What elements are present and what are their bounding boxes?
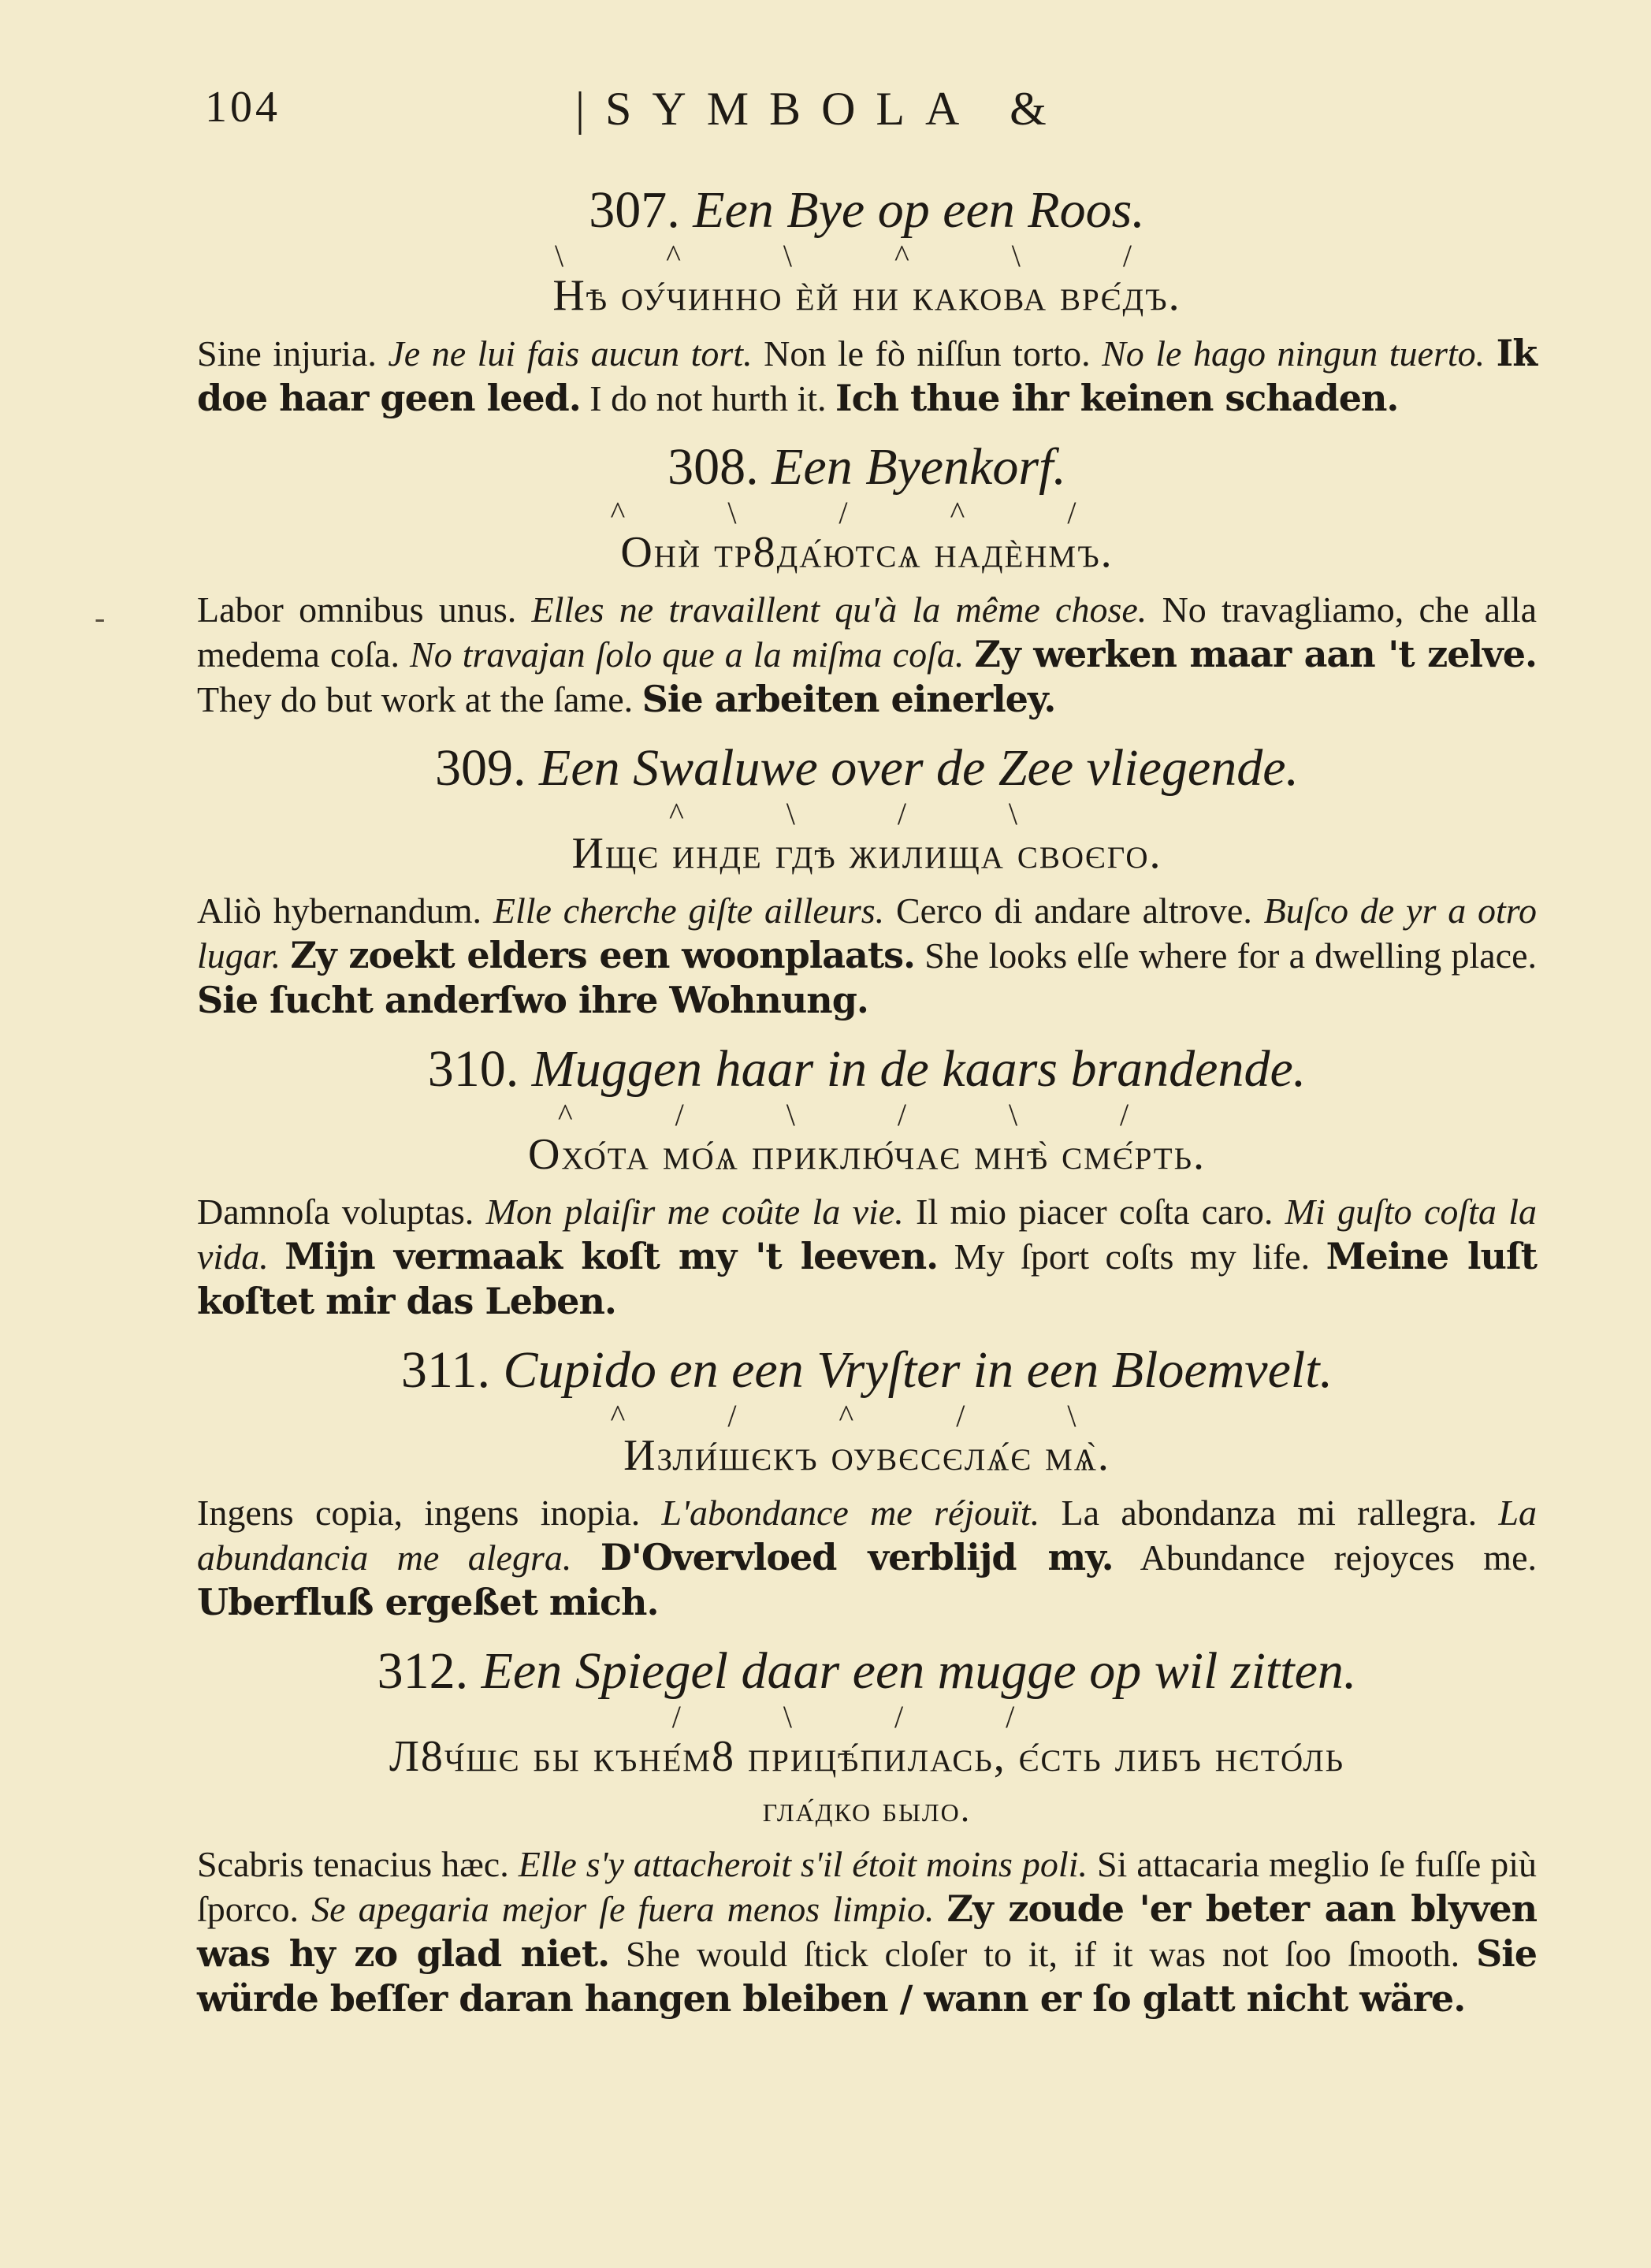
page-number: 104 <box>205 83 281 132</box>
translation: Abundance rejoyces me. <box>1140 1537 1537 1578</box>
page-body <box>197 180 1537 2032</box>
translation: My ſport coſts my life. <box>954 1236 1311 1277</box>
translation: Sie arbeiten einerley. <box>641 678 1056 720</box>
translation: Sine injuria. <box>197 333 377 374</box>
emblem-entry <box>197 437 1537 722</box>
translation: I do not hurth it. <box>589 378 827 418</box>
entry-title <box>197 1340 1537 1401</box>
translation: Uberfluß ergeßet mich. <box>197 1581 659 1623</box>
translation: Il mio piacer coſta caro. <box>916 1192 1274 1232</box>
entry-title-text: Een Spiegel daar een mugge op wil zitten. <box>481 1642 1357 1700</box>
translation: Zy werken maar aan 't zelve. <box>974 633 1537 675</box>
translation: Aliò hybernandum. <box>197 890 482 931</box>
accent-marks: ^ \ / ^ / <box>610 495 1124 530</box>
slavonic-line-2: гла́дко было. <box>762 1789 972 1829</box>
translation: Si attacaria meglio ſe fuſſe più ſporco. <box>197 1844 1538 1929</box>
slavonic-line: Л8ч́шє бы къне́м8 прицѣ́пилась, є́сть либъ нєто́ль <box>389 1732 1345 1781</box>
translation: Sie würde beſſer daran hangen bleiben / wann er ſo glatt nicht wäre. <box>197 1932 1538 2020</box>
translation: L'abondance me réjouït. <box>661 1493 1040 1533</box>
emblem-entry <box>197 180 1537 421</box>
translation: Elle s'y attacheroit s'il étoit moins poli. <box>518 1844 1088 1884</box>
translations-paragraph <box>197 1491 1537 1625</box>
translation: Ik doe haar geen leed. <box>197 332 1538 419</box>
slavonic-line: Онѝ тр8да́ютсѧ надѐнмъ. <box>620 528 1114 577</box>
translation: Mijn vermaak koſt my 't leeven. <box>284 1235 939 1277</box>
slavonic-line: Изли́шєкъ оувєсєлѧ́є мѧ̀. <box>623 1431 1110 1480</box>
slavonic-line: Ищє инде гдѣ жилища своєго. <box>571 829 1162 878</box>
slavonic-line: Охо́та мо́ѧ приклю́чає мнѣ̀ смє́рть. <box>527 1130 1206 1179</box>
translations-paragraph <box>197 1190 1537 1324</box>
entry-title <box>197 1641 1537 1702</box>
translation: D'Overvloed verblijd my. <box>600 1536 1114 1578</box>
entry-title-text: Een Swaluwe over de Zee vliegende. <box>539 739 1299 797</box>
translation: Ingens copia, ingens inopia. <box>197 1493 641 1533</box>
translation: Zy zoude 'er beter aan blyven was hy zo glad niet. <box>197 1887 1538 1975</box>
entry-number: 312. <box>377 1642 469 1700</box>
translation: La abundancia me alegra. <box>197 1493 1538 1578</box>
entry-title <box>197 1039 1537 1100</box>
entry-number: 311. <box>400 1341 490 1399</box>
entry-number: 308. <box>667 438 759 496</box>
emblem-entry <box>197 738 1537 1023</box>
translation: Ich thue ihr keinen schaden. <box>835 377 1399 419</box>
translation: They do but work at the ſame. <box>197 679 634 719</box>
emblem-entry <box>197 1039 1537 1324</box>
translation: Damnoſa voluptas. <box>197 1192 474 1232</box>
entry-title <box>197 738 1537 799</box>
entry-title <box>197 180 1537 241</box>
accent-marks: ^ / \ / \ / <box>557 1097 1177 1132</box>
entry-title-text: Cupido en een Vryſter in een Bloemvelt. <box>503 1341 1333 1399</box>
accent-marks: ^ \ / \ <box>668 796 1065 831</box>
entry-number: 307. <box>589 181 680 239</box>
translation: Elle cherche giſte ailleurs. <box>493 890 885 931</box>
translation: No travajan ſolo que a la miſma coſa. <box>410 634 965 675</box>
entry-title <box>197 437 1537 498</box>
translations-paragraph <box>197 889 1537 1023</box>
slavonic-line: Нѣ оу́чинно ѐй ни какова врє́дъ. <box>552 271 1181 320</box>
translation: Zy zoekt elders een woonplaats. <box>290 934 915 976</box>
translations-paragraph <box>197 1842 1537 2021</box>
entry-number: 309. <box>435 739 526 797</box>
translation: Scabris tenacius hæc. <box>197 1844 509 1884</box>
translation: Elles ne travaillent qu'à la même chose. <box>531 589 1147 630</box>
translation: Cerco di andare altrove. <box>895 890 1252 931</box>
entry-number: 310. <box>427 1040 519 1098</box>
running-title: |SYMBOLA & <box>575 83 1067 135</box>
translation: Sie ſucht anderſwo ihre Wohnung. <box>197 979 868 1021</box>
accent-marks: ^ / ^ / \ <box>610 1398 1124 1433</box>
translations-paragraph <box>197 331 1537 421</box>
accent-marks: \ ^ \ ^ \ / <box>555 238 1179 273</box>
translation: No travagliamo, che alla medema coſa. <box>197 589 1538 675</box>
accent-marks: / \ / / <box>671 1699 1062 1734</box>
translations-paragraph <box>197 588 1537 722</box>
entry-title-text: Muggen haar in de kaars brandende. <box>531 1040 1307 1098</box>
translation: Buſco de yr a otro lugar. <box>197 890 1537 976</box>
translation: She looks elſe where for a dwelling place. <box>924 935 1538 976</box>
entry-title-text: Een Bye op een Roos. <box>693 181 1145 239</box>
translation: Se apegaria mejor ſe fuera menos limpio. <box>311 1889 935 1929</box>
translation: Non le fò niſſun torto. <box>764 333 1091 374</box>
margin-mark: ‐ <box>95 600 106 635</box>
translation: No le hago ningun tuerto. <box>1102 333 1486 374</box>
emblem-entry <box>197 1641 1537 2021</box>
translation: Mon plaiſir me coûte la vie. <box>485 1192 904 1232</box>
translation: Meine luſt koſtet mir das Leben. <box>197 1235 1538 1322</box>
translation: La abondanza mi rallegra. <box>1061 1493 1478 1533</box>
entry-title-text: Een Byenkorf. <box>772 438 1066 496</box>
translation: Je ne lui fais aucun tort. <box>388 333 753 374</box>
page-header <box>0 82 1651 153</box>
translation: She would ſtick cloſer to it, if it was not ſoo ſmooth. <box>626 1934 1460 1974</box>
emblem-entry <box>197 1340 1537 1625</box>
translation: Mi guſto coſta la vida. <box>197 1192 1538 1277</box>
translation: Labor omnibus unus. <box>197 589 517 630</box>
